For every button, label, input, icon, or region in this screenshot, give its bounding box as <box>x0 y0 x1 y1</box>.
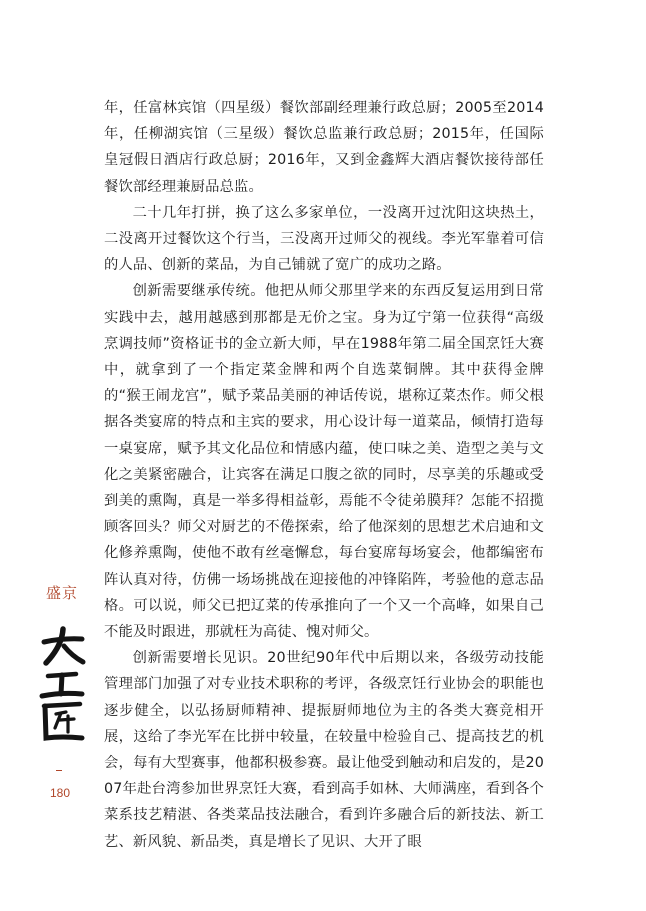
paragraph-twenty-years: 二十几年打拼，换了这么多家单位，一没离开过沈阳这块热土，二没离开过餐饮这个行当，三没离开过师父的视线。李光军靠着可信的人品、创新的菜品，为自己铺就了宽广的成功之路。 <box>104 204 544 274</box>
page-number-dash <box>56 770 62 771</box>
page-number: 180 <box>49 786 71 800</box>
paragraph-inherit-tradition: 创新需要继承传统。他把从师父那里学来的东西反复运用到日常实践中去，越用越感到那都是无价之宝。身为辽宁第一位获得“高级烹调技师”资格证书的金立新大师，早在1988年第二届全国烹饪大赛中，就拿到了一个指定菜金牌和两个自选菜铜牌。其中获得金牌的“猴王闹龙宫”，赋予菜品美丽的神话传说，堪称辽菜杰作。师父根据各类宴席的特点和主宾的要求，用心设计每一道菜品，倾情打造每一桌宴席，赋予其文化品位和情感内蕴，使口味之美、造型之美与文化之美紧密融合，让宾客在满足口腹之欲的同时，尽享美的乐趣或受到美的熏陶，真是一举多得相益彰，焉能不令徒弟膜拜？怎能不招揽顾客回头？师父对厨艺的不倦探索，给了他深刻的思想艺术启迪和文化修养熏陶，使他不敢有丝毫懈怠，每台宴席每场宴会，他都编密布阵认真对待，仿佛一场场挑战在迎接他的冲锋陷阵，考验他的意志品格。可以说，师父已把辽菜的传承推向了一个又一个高峰，如果自己不能及时跟进，那就枉为高徒、愧对师父。 <box>104 283 544 641</box>
paragraph-broaden-horizons: 创新需要增长见识。20世纪90年代中后期以来，各级劳动技能管理部门加强了对专业技术职称的考评，各级烹饪行业协会的职能也逐步健全，以弘扬厨师精神、提振厨师地位为主的各类大赛竞相开展，这给了李光军在比拼中较量，在较量中检验自己、提高技艺的机会，每有大型赛事，他都积极参赛。最让他受到触动和启发的，是2007年赴台湾参加世界烹饪大赛，看到高手如林、大师满座，看到各个菜系技艺精湛、各类菜品技法融合，看到许多融合后的新技法、新工艺、新风貌、新品类，真是增长了见识、大开了眼 <box>104 650 544 850</box>
paragraph-career-continued: 年，任富林宾馆（四星级）餐饮部副经理兼行政总厨；2005至2014年，任柳湖宾馆（三星级）餐饮总监兼行政总厨；2015年，任国际皇冠假日酒店行政总厨；2016年，又到金鑫辉大酒店餐饮接待部任餐饮部经理兼厨品总监。 <box>104 100 544 195</box>
series-label: 盛京 <box>45 584 78 602</box>
series-emblem <box>34 584 90 814</box>
body-text <box>104 95 544 855</box>
calligraphy-title-logo <box>36 626 88 746</box>
